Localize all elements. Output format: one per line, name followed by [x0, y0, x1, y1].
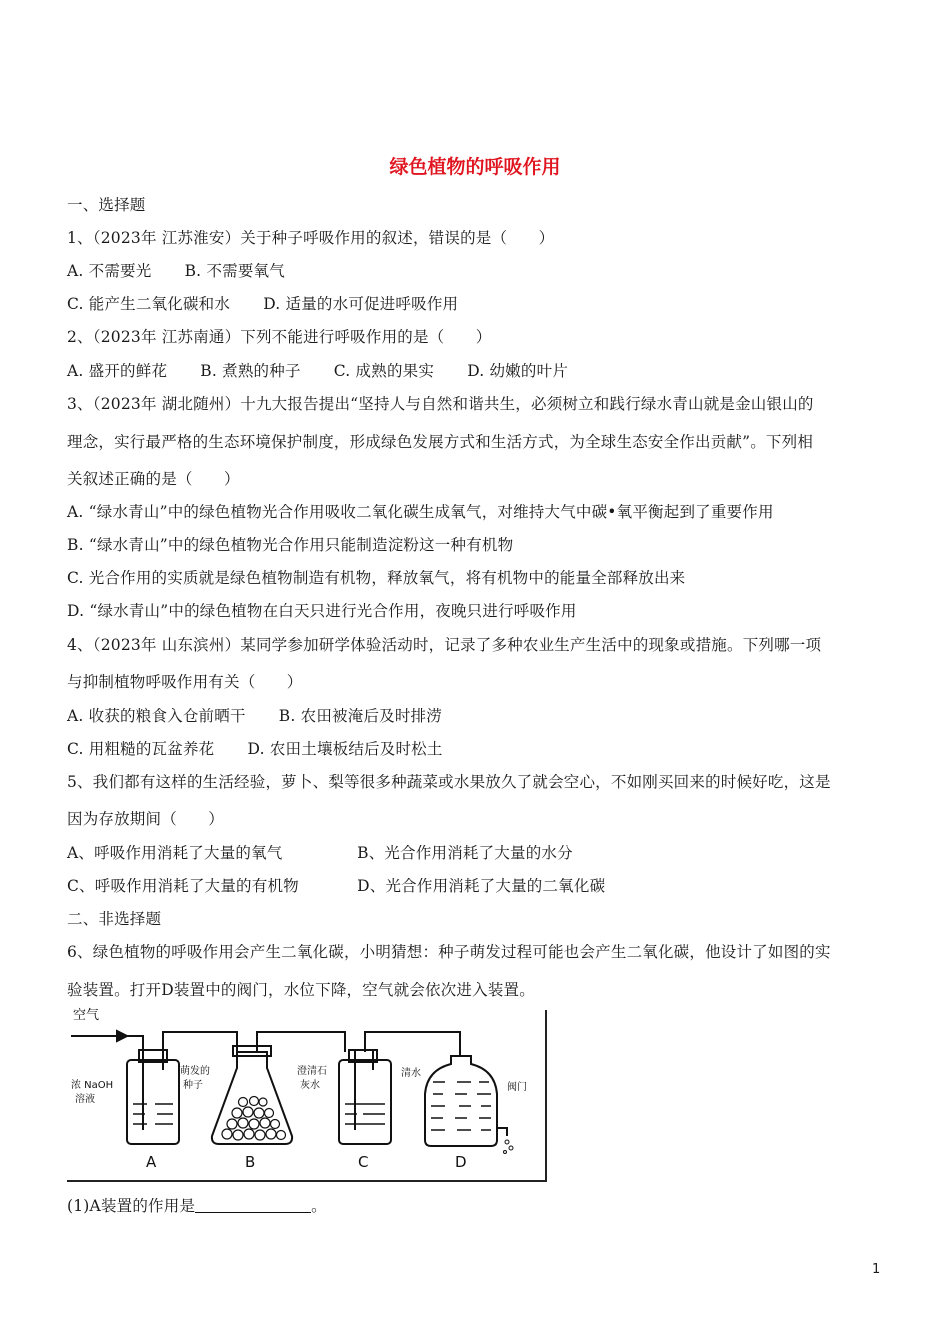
question-6-sub-1-suffix: 。: [311, 1197, 327, 1215]
question-3-stem-line-1: 3、（2023年 湖北随州）十九大报告提出“坚持人与自然和谐共生，必须树立和践行绿水青山就是金山银山的: [67, 395, 814, 413]
label-limewater-1: 澄清石: [297, 1066, 327, 1077]
question-5-stem-line-2: 因为存放期间（ ）: [67, 810, 225, 828]
section-heading-choice: 一、选择题: [67, 196, 146, 214]
question-5-options-row-1: [67, 843, 573, 863]
question-1-options-row-1: [67, 261, 285, 281]
label-naoh: 浓 NaOH: [71, 1080, 114, 1091]
letter-c: C: [358, 1153, 369, 1171]
question-1-option-d[interactable]: D. 适量的水可促进呼吸作用: [263, 295, 459, 313]
question-3-option-b[interactable]: B. “绿水青山”中的绿色植物光合作用只能制造淀粉这一种有机物: [67, 536, 514, 554]
question-2-option-a[interactable]: A. 盛开的鲜花: [67, 362, 168, 380]
page-number: 1: [872, 1262, 881, 1277]
question-5-option-a[interactable]: A、呼吸作用消耗了大量的氧气: [67, 844, 283, 862]
label-naoh-solution: 溶液: [75, 1094, 95, 1105]
question-4-option-c[interactable]: C. 用粗糙的瓦盆养花: [67, 740, 215, 758]
question-6-stem-line-2: 验装置。打开D装置中的阀门，水位下降，空气就会依次进入装置。: [67, 981, 535, 999]
question-3-stem-line-2: 理念，实行最严格的生态环境保护制度，形成绿色发展方式和生活方式，为全球生态安全作出贡献”。下列相: [67, 433, 814, 451]
question-5-option-d[interactable]: D、光合作用消耗了大量的二氧化碳: [357, 877, 606, 895]
question-1-option-b[interactable]: B. 不需要氧气: [184, 262, 285, 280]
question-2-option-c[interactable]: C. 成熟的果实: [333, 362, 435, 380]
question-2-options-row: [67, 361, 568, 381]
question-4-option-a[interactable]: A. 收获的粮食入仓前晒干: [67, 707, 246, 725]
question-2-option-d[interactable]: D. 幼嫩的叶片: [467, 362, 569, 380]
question-1-options-row-2: [67, 294, 458, 314]
question-4-stem-line-2: 与抑制植物呼吸作用有关（ ）: [67, 673, 303, 691]
question-5-stem-line-1: 5、我们都有这样的生活经验，萝卜、梨等很多种蔬菜或水果放久了就会空心，不如刚买回来的时候好吃，这是: [67, 773, 831, 791]
question-5-option-b[interactable]: B、光合作用消耗了大量的水分: [357, 844, 573, 862]
air-label: 空气: [73, 1008, 100, 1023]
question-1-option-c[interactable]: C. 能产生二氧化碳和水: [67, 295, 231, 313]
label-limewater-2: 灰水: [300, 1080, 320, 1091]
letter-d: D: [455, 1153, 467, 1171]
question-2-stem: 2、（2023年 江苏南通）下列不能进行呼吸作用的是（ ）: [67, 328, 492, 346]
question-4-options-row-1: [67, 706, 442, 726]
letter-a: A: [146, 1153, 157, 1171]
question-5-options-row-2: [67, 876, 605, 896]
question-3-option-c[interactable]: C. 光合作用的实质就是绿色植物制造有机物，释放氧气，将有机物中的能量全部释放出来: [67, 569, 686, 587]
section-heading-nonchoice: 二、非选择题: [67, 910, 162, 928]
page-title: 绿色植物的呼吸作用: [389, 156, 561, 178]
apparatus-diagram: [67, 1010, 545, 1180]
question-1-stem: 1、（2023年 江苏淮安）关于种子呼吸作用的叙述，错误的是（ ）: [67, 229, 555, 247]
label-valve: 阀门: [507, 1082, 527, 1093]
question-2-option-b[interactable]: B. 煮熟的种子: [200, 362, 301, 380]
label-water: 清水: [401, 1068, 421, 1079]
question-6-sub-1-prefix: (1)A装置的作用是: [67, 1197, 196, 1215]
question-1-option-a[interactable]: A. 不需要光: [67, 262, 152, 280]
question-4-stem-line-1: 4、（2023年 山东滨州）某同学参加研学体验活动时，记录了多种农业生产生活中的现象或措施。下列哪一项: [67, 636, 822, 654]
apparatus-figure: [67, 1010, 547, 1182]
answer-blank[interactable]: [195, 1198, 311, 1213]
question-6-stem-line-1: 6、绿色植物的呼吸作用会产生二氧化碳，小明猜想：种子萌发过程可能也会产生二氧化碳，他设计了如图的实: [67, 943, 831, 961]
question-4-option-d[interactable]: D. 农田土壤板结后及时松土: [247, 740, 443, 758]
label-seeds-1: 萌发的: [180, 1066, 210, 1077]
letter-b: B: [245, 1153, 256, 1171]
question-3-option-a[interactable]: A. “绿水青山”中的绿色植物光合作用吸收二氧化碳生成氧气，对维持大气中碳•氧平衡起到了重要作用: [67, 503, 774, 521]
question-4-option-b[interactable]: B. 农田被淹后及时排涝: [278, 707, 442, 725]
question-5-option-c[interactable]: C、呼吸作用消耗了大量的有机物: [67, 877, 299, 895]
label-seeds-2: 种子: [183, 1080, 203, 1091]
question-3-stem-line-3: 关叙述正确的是（ ）: [67, 470, 240, 488]
question-6-sub-1: [67, 1196, 327, 1216]
question-3-option-d[interactable]: D. “绿水青山”中的绿色植物在白天只进行光合作用，夜晚只进行呼吸作用: [67, 602, 577, 620]
question-4-options-row-2: [67, 739, 443, 759]
